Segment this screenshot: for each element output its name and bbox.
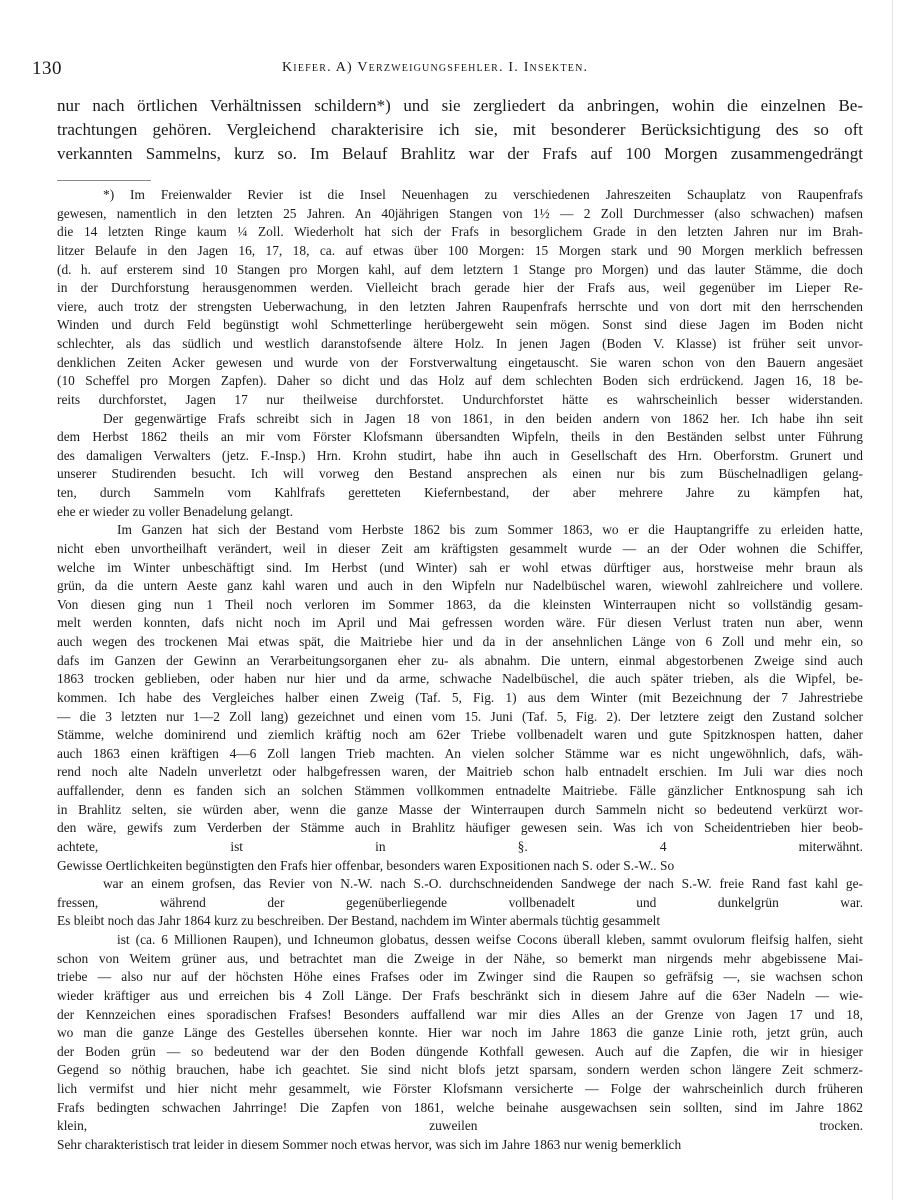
footnote-line: (d. h. auf ersterem sind 10 Stangen pro Morgen kahl, auf dem letztern 1 Stange pro Morgen) und das lauter Stämme, die doch [57,261,863,277]
footnote-line: nicht eben unvortheilhaft verändert, weil in dieser Zeit am kräftigsten gesammelt wurde — an der Oder wohnen die Schiffer, [57,540,863,556]
footnote-line: lich vermifst und hier nicht mehr gesammelt, wie Förster Klofsmann versicherte — Folge der wahrscheinlich durch früheren [57,1081,863,1096]
footnote-line: (10 Scheffel pro Morgen Zapfen). Daher so dicht und das Holz auf dem schlechten Boden sich erdrückend. Jagen 16, 18 be- [57,373,863,389]
footnote-line: Im Ganzen hat sich der Bestand vom Herbste 1862 bis zum Sommer 1863, wo er die Hauptangriffe zu erleiden hatte, [117,522,863,538]
footnote-line: gewesen, namentlich in den letzten 25 Jahren. An 40jährigen Stangen von 1½ — 2 Zoll Durchmesser (also schwachen) mafsen [57,205,863,221]
footnote-line: Es bleibt noch das Jahr 1864 kurz zu beschreiben. Der Bestand, nachdem im Winter abermals tüchtig gesammelt [57,913,661,929]
footnote-line: kommen. Ich habe des Vergleiches halber einen Zweig (Taf. 5, Fig. 1) aus dem Winter (mit Bezeichnung der 7 Jahrestriebe [57,689,863,705]
footnote-line: fressen, während der gegenüberliegende vollbenadelt und dunkelgrün war. [57,894,863,910]
footnote-line: — die 3 letzten nur 1—2 Zoll lang) gezeichnet und einen vom 15. Juni (Taf. 5, Fig. 2). Der letztere zeigt den Zustand solcher [57,708,863,724]
footnote-line: 1863 trocken geblieben, oder haben nur hier und da arme, schwache Nadelbüschel, die auch später trieben, als die Wipfel, be- [57,671,863,687]
footnote-line [57,1155,863,1174]
footnote-line: schon von Weitem grüner aus, und betrachtet man die Zweige in der Nähe, so bemerkt man nirgends mehr abgebissene Mai- [57,950,863,966]
footnote-line: achtete, ist in §. 4 miterwähnt. [57,838,863,854]
footnote-line: der Boden grün — so bedeutend war der den Boden düngende Kothfall gewesen. Auch auf die Zapfen, die wir in hiesiger [57,1043,863,1059]
footnote-line: unserer Studirenden besucht. Ich will vorweg den Bestand ansprechen als einen nur bis zum Büschelnadligen gelang- [57,466,863,482]
footnote-line: klein, zuweilen trocken. [57,1118,863,1134]
footnote-line: Frafs bedingten schwachen Jahrringe! Die Zapfen von 1861, welche beinahe ausgewachsen sein sollten, sind im Jahre 1862 [57,1099,863,1115]
text-line: verkannten Sammelns, kurz so. Im Belauf Brahlitz war der Frafs auf 100 Morgen zusammengedrängt [57,144,863,163]
footnote-line: in Brahlitz selten, sie würden aber, wenn die ganze Masse der Winterraupen durch Sammeln nicht so bedeutend verkürzt wor- [57,801,863,817]
footnote-line: ist (ca. 6 Millionen Raupen), und Ichneumon globatus, dessen weifse Cocons überall kleben, sammt ovulorum fleifsig halfen, sieht [117,932,863,947]
footnote-line: auch wegen des trockenen Mai etwas spät, die Maitriebe hier und da in der ansehnlichen Länge von 6 Zoll und mehr ein, so [57,634,863,649]
footnote-line: Gewisse Oertlichkeiten begünstigten den Frafs hier offenbar, besonders waren Expositionen nach S. oder S.-W.. So [57,857,675,873]
footnote-line: Gegend so nöthig brauchen, habe ich geachtet. Sie sind nicht blofs jetzt sparsam, sondern werden schon längere Zeit schmerz- [57,1062,863,1078]
footnote-line: welche im Winter unbeschäftigt sind. Im Herbst (und Winter) sah er wohl etwas dürftiger aus, horstweise mehr braun als [57,559,863,575]
footnote-line: den wäre, gewifs zum Verderben der Stämme auch in Brahlitz häufiger gewesen sein. Was ich von Scheidentrieben hier beob- [57,820,863,836]
footnote-line: viere, auch trotz der strengsten Ueberwachung, in den letzten Jahren Raupenfrafs herrschte und von dort mit den herrschenden [57,298,863,314]
page-edge-shadow [892,0,893,1200]
text-line: nur nach örtlichen Verhältnissen schildern*) und sie zergliedert da anbringen, wohin die einzelnen Be- [57,96,863,115]
footnote-line: war an einem grofsen, das Revier von N.-W. nach S.-O. durchschneidenden Sandwege der nach S.-W. freie Rand fast kahl ge- [103,876,863,892]
page-header [32,58,860,82]
footnote-line: auffallender, denn es fanden sich an solchen Stämmen vollkommen entnadelte Maitriebe. Fälle gänzlicher Entknospung sah ich [57,783,863,798]
footnote-line: *) Im Freienwalder Revier ist die Insel Neuenhagen zu verschiedenen Jahreszeiten Schauplatz von Raupenfrafs [103,187,863,202]
footnote-line: des damaligen Verwalters (jetz. F.-Insp.) Hrn. Krohn studirt, habe ihn auch in Gesellschaft des Hrn. Oberforstm. Grunert und [57,447,863,463]
footnote-line: schlechter, als das südlich und westlich daranstofsende ältere Holz. In jenen Jagen (Boden V. Klasse) ist früher seit unvor- [57,336,863,351]
text-line: trachtungen gehören. Vergleichend charakterisire ich sie, mit besonderer Berücksichtigung des so oft [57,120,863,139]
footnote-line: rend noch alte Nadeln unverletzt oder halbgefressen waren, der Maitrieb schon halb entnadelt erschien. Im Juli war dies noch [57,764,863,780]
footnote-line: wieder kräftiger aus und erreichen bis 4 Zoll Länge. Der Frafs beschränkt sich in diesem Jahre auf die 63er Nadeln — wie- [57,987,863,1003]
footnote-separator [57,180,151,181]
footnote-line: ten, durch Sammeln vom Kahlfrafs geretteten Kiefernbestand, der aber mehrere Jahre zu kämpfen hat, [57,485,863,500]
footnote-line: triebe — also nur auf der höchsten Höhe eines Frafses oder im Zwinger sind die Raupen so gefräfsig —, sie wachsen schon [57,969,863,985]
footnote-line: Stämme, welche dominirend und ziemlich kräftig noch am 62er Triebe vollbenadelt waren und gute Spitzknospen hatten, daher [57,727,863,743]
footnote-block [57,186,863,1173]
page-number: 130 [32,58,62,79]
footnote-line: wo man die ganze Länge des Gestelles übersehen konnte. Hier war noch im Jahre 1863 die ganze Linie roth, jetzt grün, auch [57,1025,863,1041]
footnote-line: ehe er wieder zu voller Benadelung gelangt. [57,503,294,519]
footnote-line: melt werden konnten, dafs nicht noch im April und Mai gefressen worden wäre. Für diesen Verlust traten nun aber, wenn [57,615,863,631]
footnote-line: Der gegenwärtige Frafs schreibt sich in Jagen 18 von 1861, in den beiden andern von 1862 her. Ich habe ihn seit [103,410,863,426]
footnote-line: grün, da die untern Aeste ganz kahl waren und auch in den Wipfeln nur Nadelbüschel waren, wiewohl zahlreichere und vollere. [57,578,863,594]
footnote-line: denklichen Zeiten Acker gewesen und wurde von der Forstverwaltung eingetauscht. Sie waren schon von den Bauern angesäet [57,354,863,370]
footnote-line: in der Durchforstung herausgenommen werden. Vielleicht brach gerade hier der Frafs aus, weil gegenüber im Lieper Re- [57,280,863,296]
footnote-line: litzer Belaufe in den Jagen 16, 17, 18, ca. auf etwas über 100 Morgen: 15 Morgen stark und 90 Morgen merklich befressen [57,242,863,258]
footnote-line: reits durchforstet, Jagen 17 nur theilweise durchforstet. Undurchforstet hätte es wahrscheinlich besser widerstanden. [57,391,863,407]
footnote-line: der Kennzeichen eines sporadischen Frafses! Besonders auffallend war mir dies Alles an der Grenze von Jagen 17 und 18, [57,1006,863,1022]
footnote-line: Sehr charakteristisch trat leider in diesem Sommer noch etwas hervor, was sich im Jahre 1863 nur wenig bemerklich [57,1136,682,1152]
footnote-line: dafs im Ganzen der Gewinn an Verarbeitungsorganen eher zu- als abnahm. Die untern, einmal abgestorbenen Zweige sind auch [57,652,863,668]
footnote-line: Von diesen ging nun 1 Theil noch verloren im Sommer 1863, da die kleinsten Winterraupen nicht so vollständig gesam- [57,596,863,612]
footnote-line: Winden und durch Feld begünstigt wohl Schmetterlinge herübergeweht sein mögen. Sonst sind diese Jagen im Boden nicht [57,317,863,333]
running-title: Kiefer. A) Verzweigungsfehler. I. Insekten. [282,60,589,75]
footnote-line: auch 1863 einen kräftigen 4—6 Zoll langen Trieb machten. An vielen solcher Stämme war es nicht ungewöhnlich, dafs, wäh- [57,745,863,761]
main-text-block [57,94,863,166]
footnote-line: dem Herbst 1862 theils an mir vom Förster Klofsmann übersandten Wipfeln, theils in den Beständen selbst unter Führung [57,429,863,445]
footnote-line: die 14 letzten Ringe kaum ¼ Zoll. Wiederholt hat sich der Frafs in besorglichem Grade in den letzten Jahren nur im Brah- [57,224,863,240]
